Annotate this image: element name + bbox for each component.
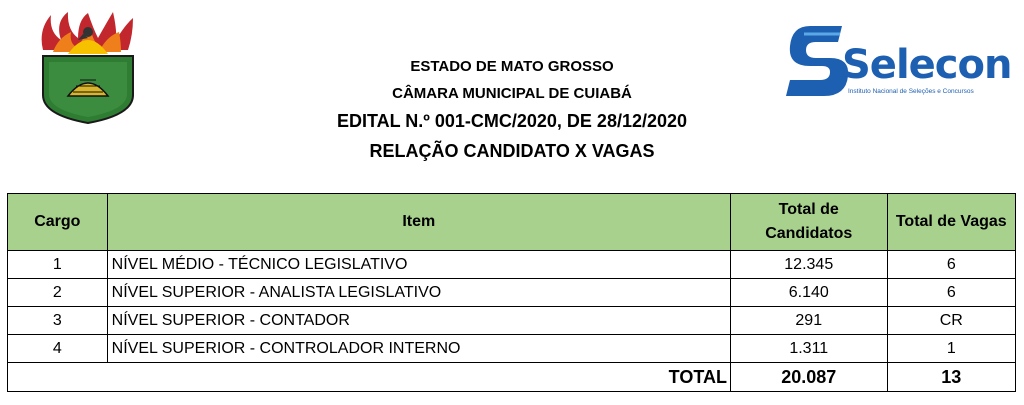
table-row (8, 279, 1016, 307)
table-row (8, 335, 1016, 363)
table-header-row (8, 194, 1016, 251)
candidatos-cell: 12.345 (730, 251, 887, 279)
vagas-cell: 6 (887, 251, 1015, 279)
column-header-candidatos: Total de Candidatos (730, 194, 887, 251)
item-cell: NÍVEL SUPERIOR - CONTADOR (107, 307, 730, 335)
edital-heading: EDITAL N.º 001-CMC/2020, DE 28/12/2020 (336, 111, 688, 131)
candidatos-cell: 6.140 (730, 279, 887, 307)
column-header-vagas: Total de Vagas (887, 194, 1015, 251)
item-cell: NÍVEL SUPERIOR - ANALISTA LEGISLATIVO (107, 279, 730, 307)
candidates-vacancies-table (7, 193, 1016, 392)
vagas-cell: 6 (887, 279, 1015, 307)
column-header-cargo: Cargo (8, 194, 108, 251)
logo-name: Selecon (842, 42, 1012, 88)
column-header-item: Item (107, 194, 730, 251)
cargo-cell: 2 (8, 279, 108, 307)
total-row (8, 363, 1016, 392)
total-candidatos: 20.087 (730, 363, 887, 392)
vagas-cell: CR (887, 307, 1015, 335)
candidatos-cell: 1.311 (730, 335, 887, 363)
vagas-cell: 1 (887, 335, 1015, 363)
candidatos-cell: 291 (730, 307, 887, 335)
council-heading: CÂMARA MUNICIPAL DE CUIABÁ (392, 85, 632, 102)
logo-tagline: Instituto Nacional de Seleções e Concursos (848, 88, 974, 95)
item-cell: NÍVEL MÉDIO - TÉCNICO LEGISLATIVO (107, 251, 730, 279)
table-row (8, 251, 1016, 279)
cargo-cell: 3 (8, 307, 108, 335)
state-heading: ESTADO DE MATO GROSSO (410, 58, 614, 75)
total-vagas: 13 (887, 363, 1015, 392)
report-title: RELAÇÃO CANDIDATO X VAGAS (369, 141, 655, 161)
total-label: TOTAL (8, 363, 731, 392)
item-cell: NÍVEL SUPERIOR - CONTROLADOR INTERNO (107, 335, 730, 363)
cargo-cell: 1 (8, 251, 108, 279)
table-row (8, 307, 1016, 335)
cargo-cell: 4 (8, 335, 108, 363)
